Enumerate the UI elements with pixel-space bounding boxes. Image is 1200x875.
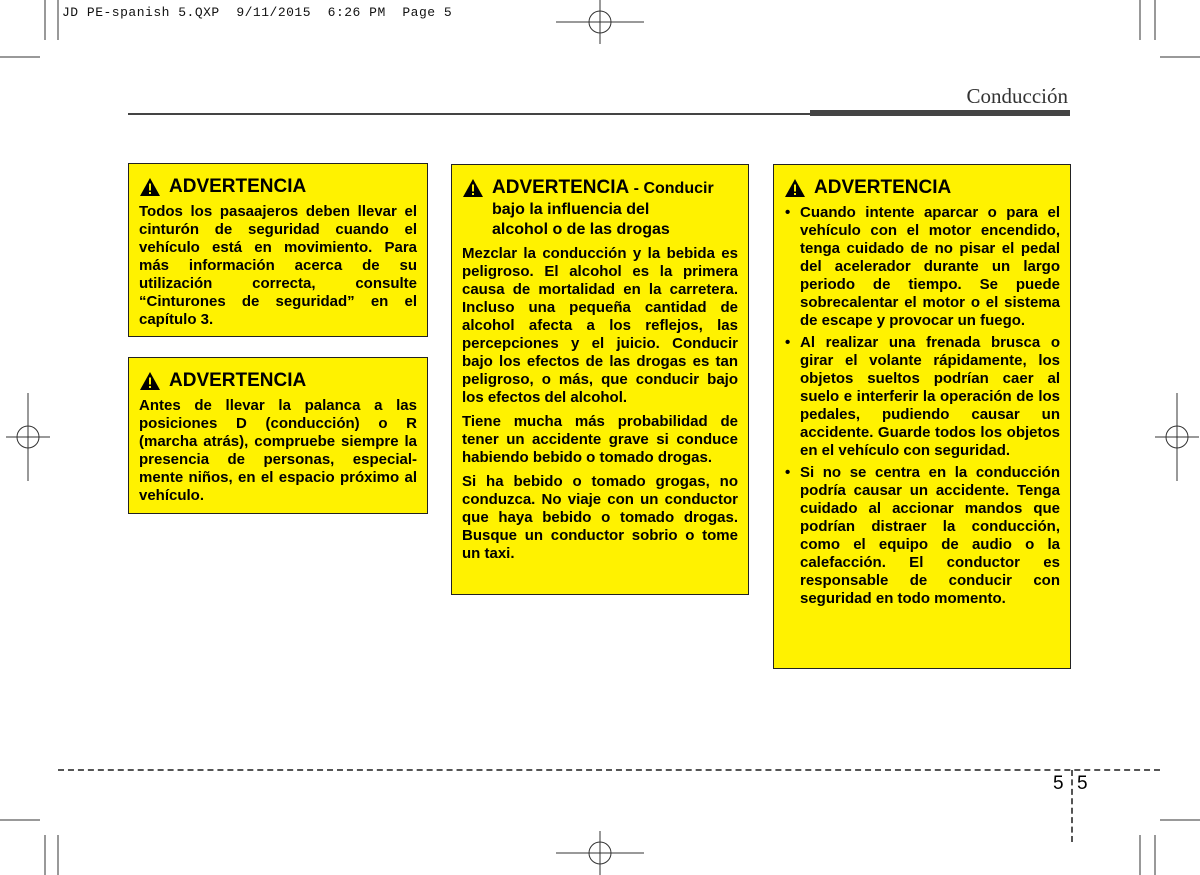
warning-bullet-item: • Al realizar una frenada brusca o girar el volante rápidamente, los objetos sueltos podrían caer al suelo e interferir la operación de los pedales, pudiendo causar un accidente. Guarde todos los objetos en el vehículo con seguridad.	[784, 334, 1060, 460]
warning-title-text: ADVERTENCIA	[169, 176, 307, 197]
warning-paragraph-2: Tiene mucha más probabilidad de tener un accidente grave si conduce habiendo bebido o tomado drogas.	[462, 413, 738, 466]
warning-box-driving-safety	[773, 164, 1071, 669]
warning-title-line2: bajo la influencia del	[492, 201, 650, 218]
warning-box-title	[784, 178, 1060, 198]
section-title: Conducción	[966, 84, 1068, 108]
footer-divider	[58, 769, 1160, 771]
printer-slug: JD PE-spanish 5.QXP 9/11/2015 6:26 PM Page 5	[62, 5, 453, 20]
warning-title-text: ADVERTENCIA	[814, 177, 952, 198]
warning-triangle-icon	[139, 177, 161, 197]
warning-title-suffix: - Conducir	[629, 180, 714, 197]
warning-bullet-item: • Cuando intente aparcar o para el vehículo con el motor encendido, tenga cuidado de no pisar el pedal del acelerador durante un largo periodo de tiempo. Se puede sobrecalentar el motor o el sistema de escape y provocar un fuego.	[784, 204, 1060, 330]
header-rule-accent	[810, 110, 1070, 116]
warning-paragraph-3: Si ha bebido o tomado grogas, no conduzca. No viaje con un conductor que haya bebido o tomado drogas. Busque un conductor sobrio o tome un taxi.	[462, 473, 738, 562]
page-number-divider	[1071, 770, 1073, 842]
warning-body: Antes de llevar la palanca a las posiciones D (conducción) o R (marcha atrás), compruebe siempre la presencia de personas, especial-mente niños, en el espacio próximo al vehículo.	[139, 397, 417, 504]
warning-bullet-list	[784, 204, 1060, 608]
warning-bullet-item: • Si no se centra en la conducción podría causar un accidente. Tenga cuidado al accionar mandos que podrían distraer la conducción, como el equipo de audio o la calefacción. El conductor es responsable de conducir con seguridad en todo momento.	[784, 464, 1060, 608]
warning-title-text: ADVERTENCIA	[169, 370, 307, 391]
warning-title-text: ADVERTENCIA	[492, 177, 630, 198]
warning-paragraph-1: Mezclar la conducción y la bebida es peligroso. El alcohol es la primera causa de mortalidad en la carretera. Incluso una pequeña cantidad de alcohol afecta a los reflejos, las percepciones y el juicio. Conducir bajo los efectos de las drogas es tan peligroso, o más, que conducir bajo los efectos del alcohol.	[462, 245, 738, 406]
warning-box-title	[139, 371, 417, 391]
warning-triangle-icon	[784, 178, 806, 198]
warning-box-title	[462, 178, 738, 239]
warning-triangle-icon	[139, 371, 161, 391]
section-number: 5	[1053, 773, 1064, 794]
warning-box-seatbelts	[128, 163, 428, 337]
warning-title-line3: alcohol o de las drogas	[492, 221, 670, 238]
header-rule	[128, 113, 810, 115]
warning-box-title	[139, 177, 417, 197]
warning-box-alcohol-drugs	[451, 164, 749, 595]
warning-body: Todos los pasaajeros deben llevar el cinturón de seguridad cuando el vehículo está en movimiento. Para más información acerca de su utilización correcta, consulte “Cinturones de seguridad” en el capítulo 3.	[139, 203, 417, 328]
warning-box-gear-lever	[128, 357, 428, 514]
page-number: 5	[1077, 773, 1088, 794]
warning-triangle-icon	[462, 178, 484, 198]
